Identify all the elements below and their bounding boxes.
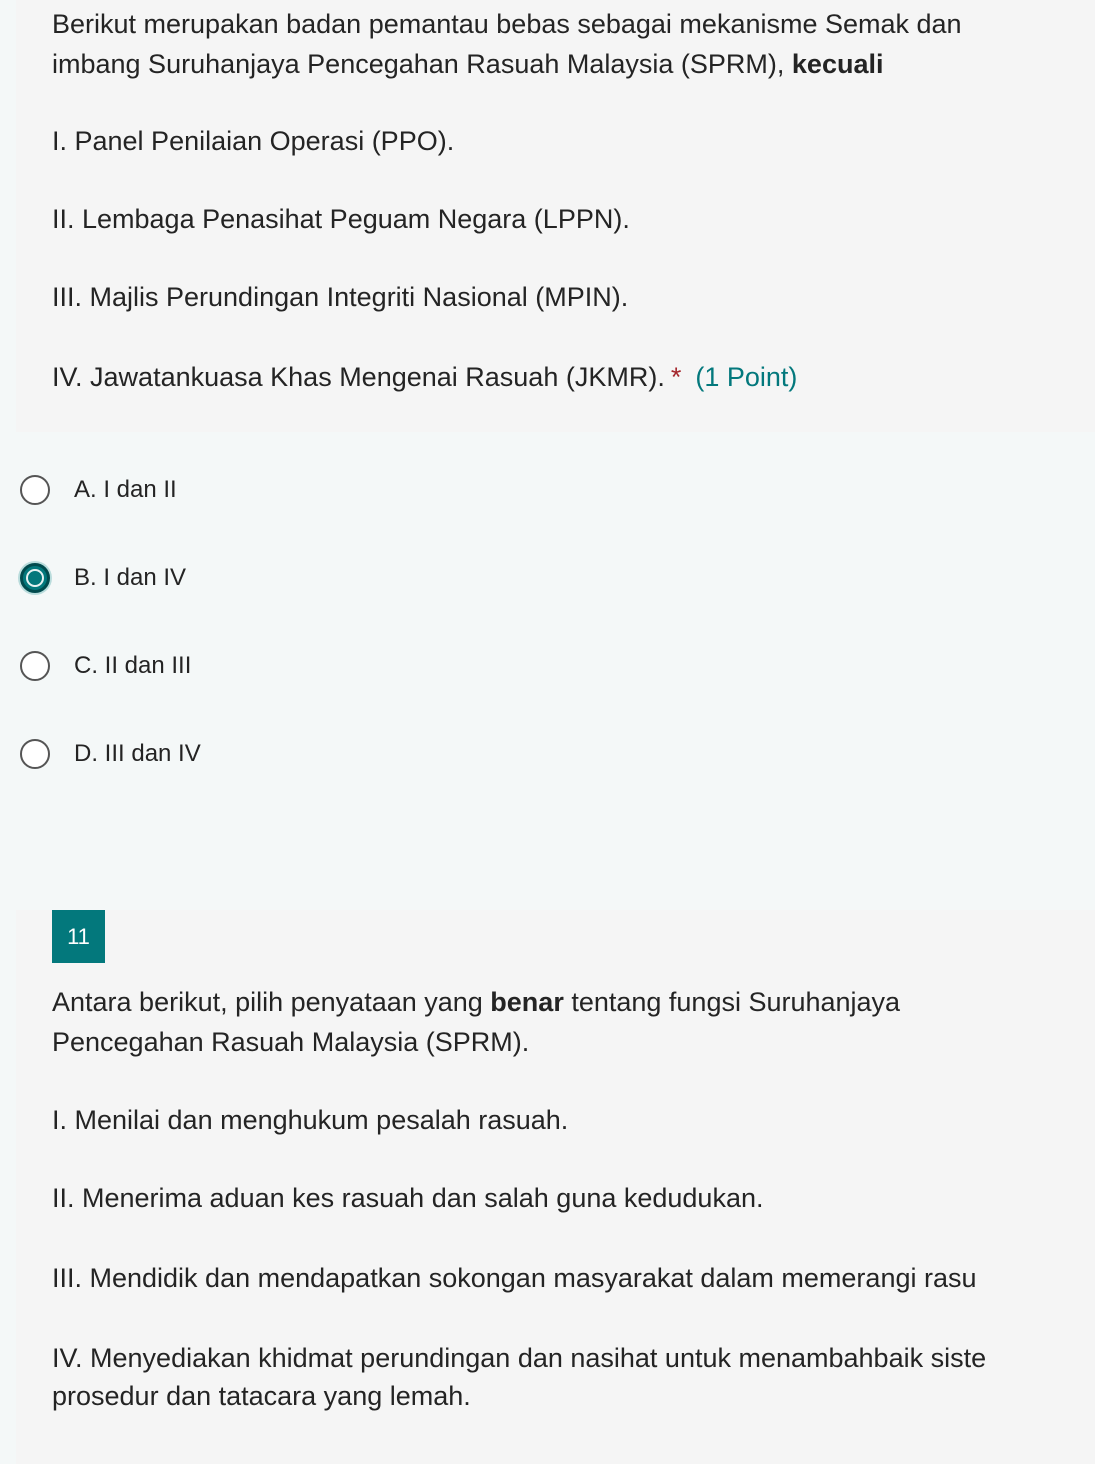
option-c[interactable]: [20, 646, 191, 686]
question-11-stem-emphasis: benar: [490, 987, 564, 1017]
question-10-statement-4: IV. Jawatankuasa Khas Mengenai Rasuah (JKMR).: [52, 362, 665, 392]
option-a-label[interactable]: A. I dan II: [74, 476, 177, 503]
question-10-stem-line2-text: imbang Suruhanjaya Pencegahan Rasuah Malaysia (SPRM),: [52, 49, 792, 79]
question-11-statement-3: III. Mendidik dan mendapatkan sokongan masyarakat dalam memerangi rasu: [52, 1263, 977, 1293]
question-10-stem-line1: Berikut merupakan badan pemantau bebas sebagai mekanisme Semak dan: [52, 9, 962, 39]
question-11-statement-4-cont: prosedur dan tatacara yang lemah.: [52, 1381, 471, 1411]
question-10-stem-line2: [52, 44, 1095, 84]
option-d-label[interactable]: D. III dan IV: [74, 740, 201, 767]
question-11-stem: [52, 982, 1095, 1062]
question-10-card: [16, 0, 1095, 432]
question-11-stem-line2: Pencegahan Rasuah Malaysia (SPRM).: [52, 1027, 530, 1057]
question-10-statement-4-row: [52, 359, 797, 395]
question-10-stem: [52, 4, 1095, 84]
question-10-options: [0, 432, 1095, 910]
question-11-stem-post: tentang fungsi Suruhanjaya: [563, 987, 901, 1017]
radio-option-d[interactable]: [20, 739, 50, 769]
question-11-statement-2: II. Menerima aduan kes rasuah dan salah guna kedudukan.: [52, 1183, 764, 1213]
question-11-stem-line1: [52, 982, 1095, 1022]
question-11-statement-4: IV. Menyediakan khidmat perundingan dan nasihat untuk menambahbaik siste: [52, 1343, 987, 1373]
option-d[interactable]: [20, 734, 201, 774]
option-a[interactable]: [20, 470, 177, 510]
question-10-statement-2: II. Lembaga Penasihat Peguam Negara (LPPN).: [52, 204, 630, 234]
question-number-badge: 11: [52, 910, 105, 963]
option-b[interactable]: [20, 558, 186, 598]
radio-option-c[interactable]: [20, 651, 50, 681]
question-10-stem-emphasis: kecuali: [791, 49, 884, 79]
question-11-card: [16, 910, 1095, 1464]
required-marker: *: [670, 362, 682, 392]
question-10-statement-1: I. Panel Penilaian Operasi (PPO).: [52, 126, 455, 156]
question-11-statement-1: I. Menilai dan menghukum pesalah rasuah.: [52, 1105, 569, 1135]
radio-option-b-selected[interactable]: [20, 563, 50, 593]
question-10-points: (1 Point): [695, 362, 798, 392]
option-c-label[interactable]: C. II dan III: [74, 652, 192, 679]
option-b-label[interactable]: B. I dan IV: [74, 564, 187, 591]
radio-option-a[interactable]: [20, 475, 50, 505]
question-10-statement-3: III. Majlis Perundingan Integriti Nasional (MPIN).: [52, 282, 629, 312]
question-11-stem-pre: Antara berikut, pilih penyataan yang: [52, 987, 491, 1017]
